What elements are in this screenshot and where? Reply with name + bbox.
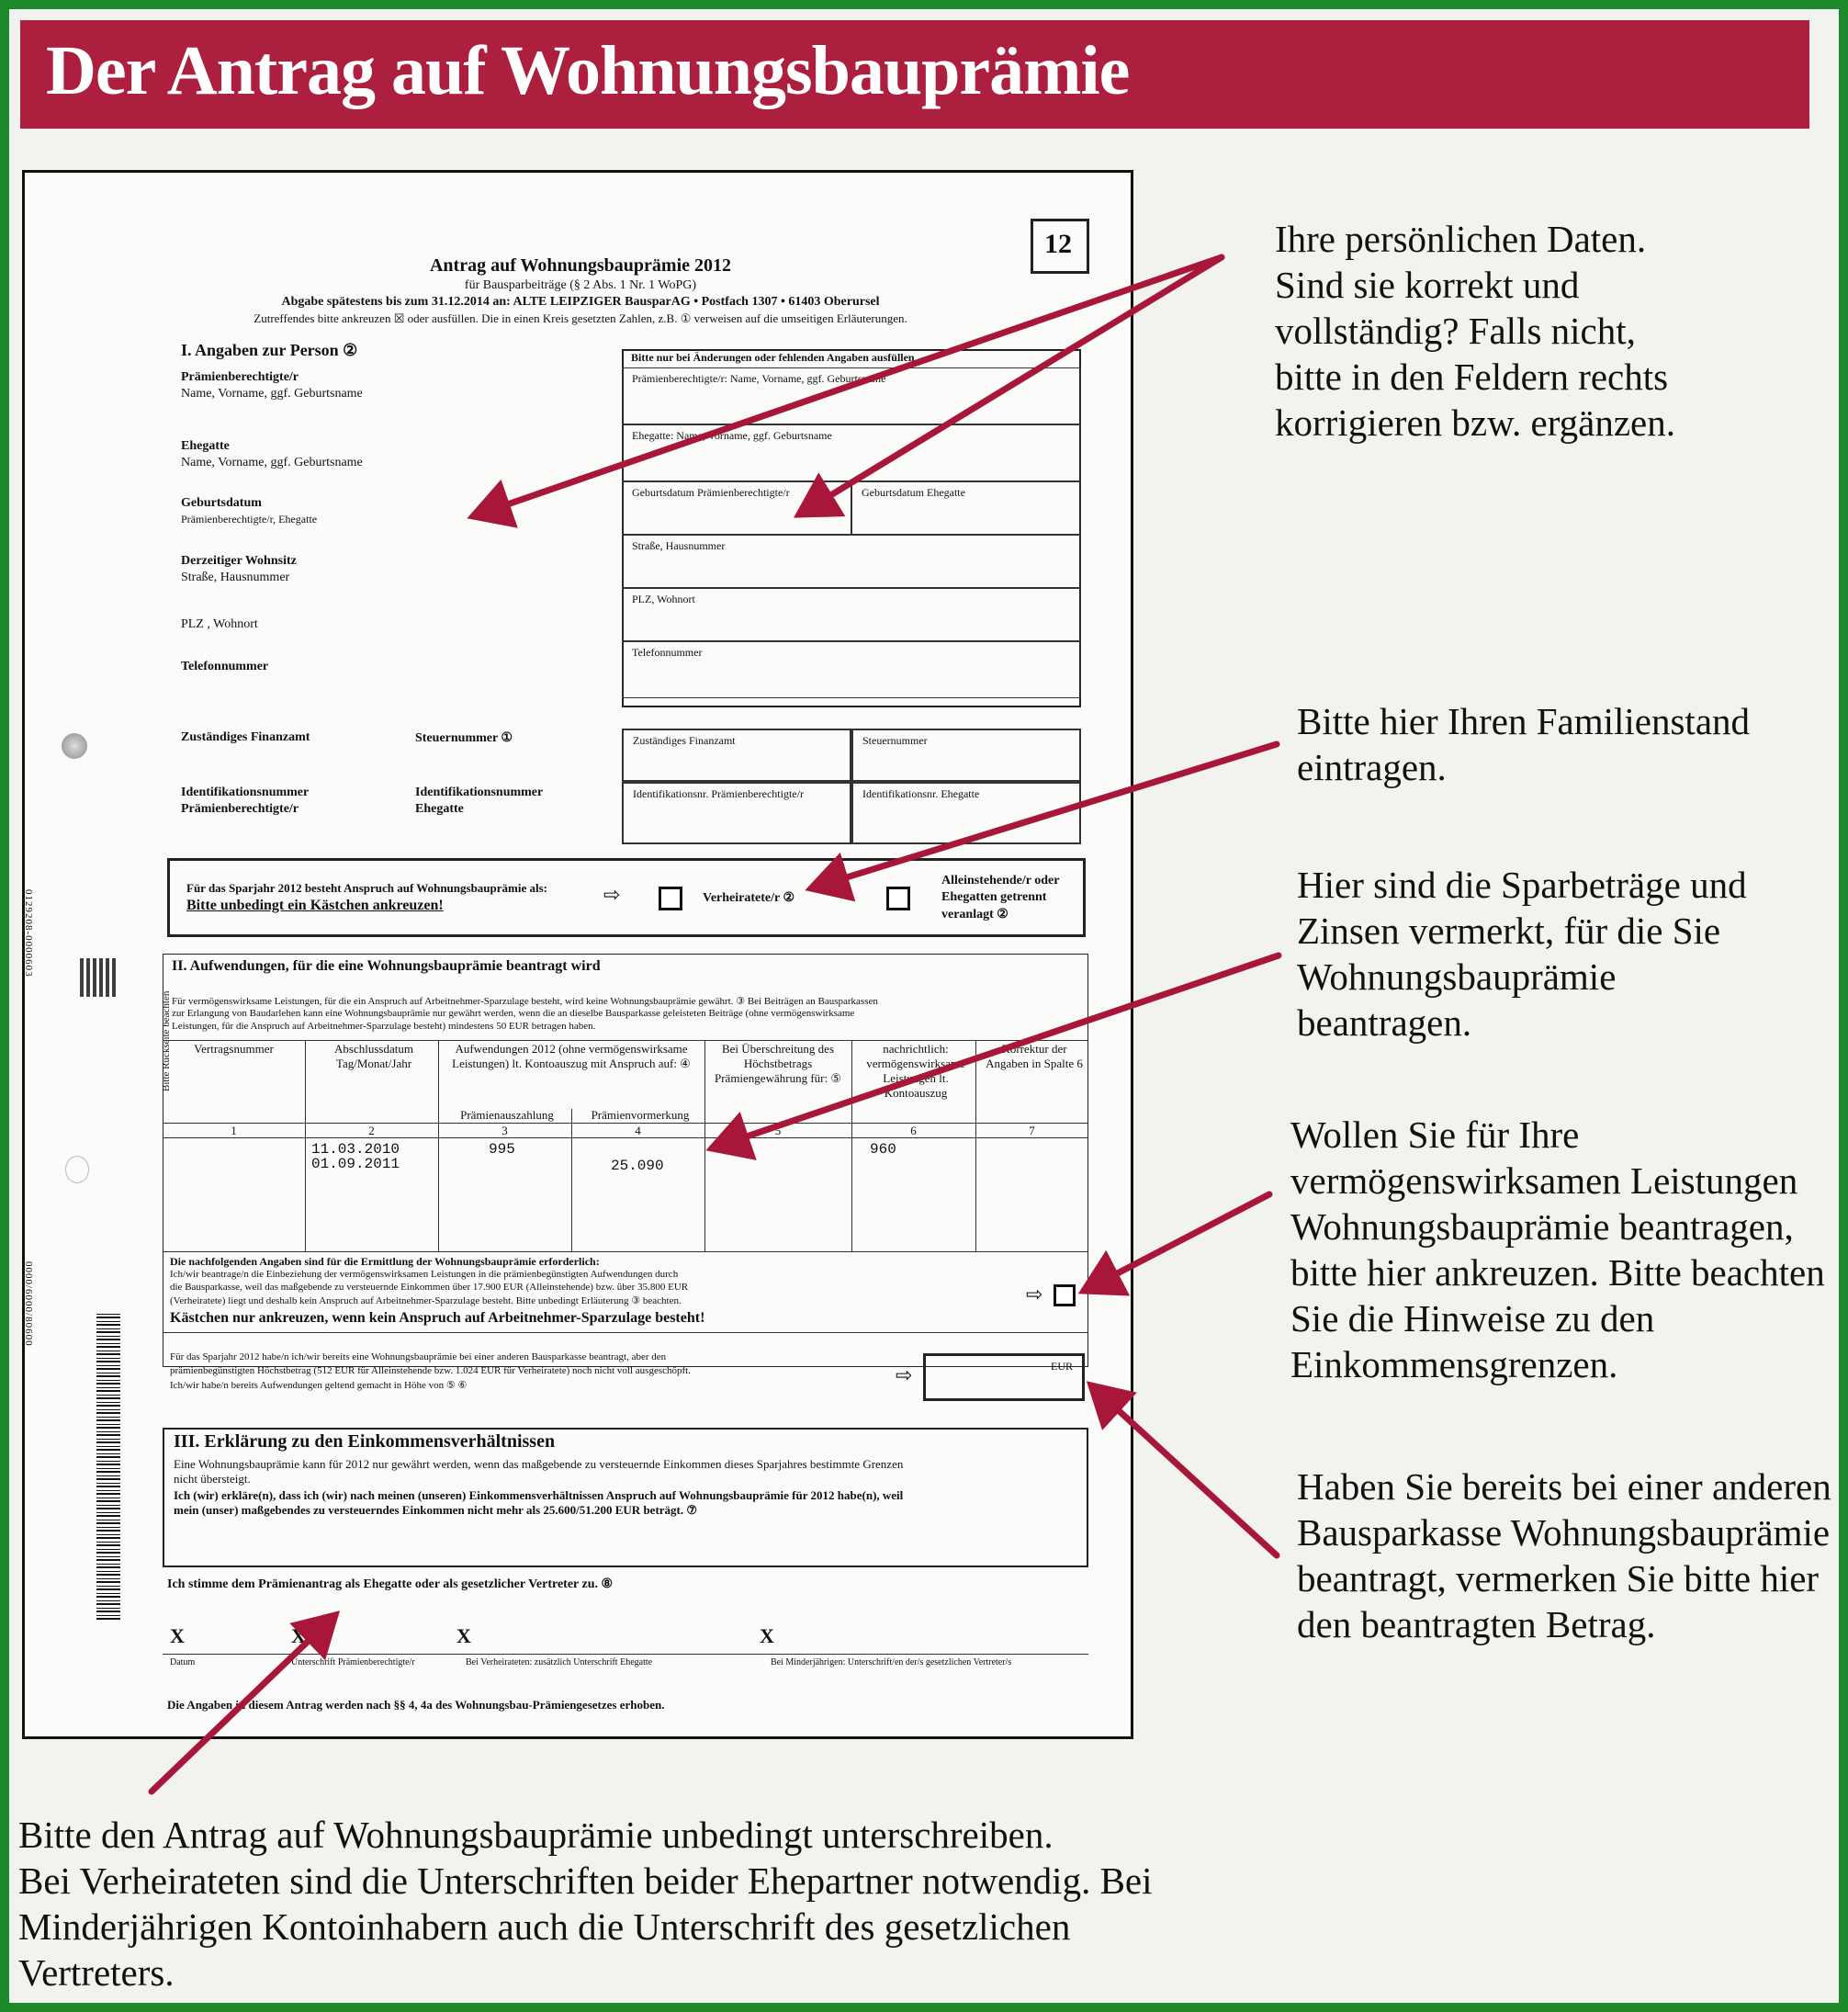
sig-min-label: Bei Minderjährigen: Unterschrift/en der/s gesetzlichen Vertreter/s [771,1657,1012,1667]
other-note-1: Für das Sparjahr 2012 habe/n ich/wir bereits eine Wohnungsbauprämie bei einer anderen Bausparkasse beantragt, aber den [170,1351,667,1362]
label-zip: PLZ , Wohnort [181,617,258,631]
annotation-other-line-1: Haben Sie bereits bei einer anderen [1297,1465,1831,1508]
row-vwl: 960 [870,1141,896,1158]
section2-heading: II. Aufwendungen, für die eine Wohnungsbauprämie beantragt wird [172,958,601,974]
sig-eg-label: Bei Verheirateten: zusätzlich Unterschrift Ehegatte [466,1657,653,1667]
annotation-savings-line-2: Zinsen vermerkt, für die Sie [1297,910,1721,952]
col-number-6: 6 [910,1124,917,1137]
col-number-5: 5 [774,1124,782,1137]
vwl-note-3: die Bausparkasse, weil das maßgebende zu versteuernde Einkommen über 17.900 EUR (Alleinstehende) bzw. über 35.800 EUR [170,1282,689,1293]
vwl-note-1: Die nachfolgenden Angaben sind für die Ermittlung der Wohnungsbauprämie erforderlich: [170,1255,600,1268]
col-number-3: 3 [501,1124,508,1137]
annotation-vwl-line-1: Wollen Sie für Ihre [1290,1113,1580,1156]
eur-label: EUR [1051,1360,1073,1373]
vwl-arrow: ⇨ [1026,1283,1043,1306]
annotation-personal-line-2: Sind sie korrekt und [1275,264,1580,306]
status-arrow-1: ⇨ [603,883,621,906]
field-idnr-pb-label: Identifikationsnr. Prämienberechtigte/r [633,787,804,800]
annotation-family-line-2: eintragen. [1297,746,1447,788]
row-date-2: 01.09.2011 [311,1156,400,1172]
col-header-2: Abschlussdatum Tag/Monat/Jahr [334,1042,413,1070]
other-note-2: prämienbegünstigten Höchstbetrag (512 EUR für Alleinstehende bzw. 1.024 EUR für Verheiratete) noch nicht voll ausgeschöpft. [170,1365,691,1376]
sig-pb-label: Unterschrift Prämienberechtigte/r [291,1657,415,1667]
form-instruction: Zutreffendes bitte ankreuzen ☒ oder ausfüllen. Die in einen Kreis gesetzten Zahlen, z.B. ① verweisen auf die umseitigen Erläuterungen. [254,311,907,325]
section2-note-2: zur Erlangung von Baudarlehen kann eine Wohnungsbauprämie nur gewährt werden, wenn die an dieselbe Bausparkasse geleisteten Beiträge (ohne vermögenswirksame [172,1008,855,1019]
col-number-7: 7 [1029,1124,1035,1137]
field-birthdate-pb-label: Geburtsdatum Prämienberechtigte/r [632,486,790,499]
arrow-family [811,744,1277,888]
row-praemienauszahlung: 995 [489,1141,515,1158]
annotation-other-line-3: beantragt, vermerken Sie bitte hier [1297,1557,1820,1599]
vwl-note-2: Ich/wir beantrage/n die Einbeziehung der vermögenswirksamen Leistungen in die prämienbegünstigten Aufwendungen durch [170,1269,679,1280]
annotation-signature-line-1: Bitte den Antrag auf Wohnungsbauprämie unbedingt unterschreiben. [18,1814,1054,1856]
col-header-3: Prämienauszahlung [460,1108,554,1122]
annotation-vwl-line-2: vermögenswirksamen Leistungen [1290,1159,1798,1202]
row-date-1: 11.03.2010 [311,1141,400,1158]
field-idnr-eg-label: Identifikationsnr. Ehegatte [862,787,980,800]
sig-mark-eg: X [456,1624,471,1647]
col-header-6: nachrichtlich: vermögenswirksame Leistungen lt. Kontoauszug [866,1042,965,1100]
vwl-note-5: Kästchen nur ankreuzen, wenn kein Anspruch auf Arbeitnehmer-Sparzulage besteht! [170,1310,705,1326]
status-alleinstehend-2: Ehegatten getrennt [941,890,1047,904]
label-pb: Prämienberechtigte/r [181,370,299,384]
label-idnr-eg-sub: Ehegatte [415,802,464,816]
annotation-signature-line-2: Bei Verheirateten sind die Unterschriften beider Ehepartner notwendig. Bei [18,1859,1153,1902]
col-header-34: Aufwendungen 2012 (ohne vermögenswirksame Leistungen) lt. Kontoauszug mit Anspruch auf: ④ [452,1042,691,1070]
annotation-savings-line-4: beantragen. [1297,1001,1472,1044]
arrow-vwl [1084,1194,1269,1291]
annotation-other-line-4: den beantragten Betrag. [1297,1603,1656,1645]
label-tax-number: Steuernummer ① [415,731,513,745]
section3-p1-1: Eine Wohnungsbauprämie kann für 2012 nur gewährt werden, wenn das maßgebende zu versteuernde Einkommen dieses Sparjahres bestimmte Grenzen [174,1457,904,1471]
page-title: Der Antrag auf Wohnungsbauprämie [46,32,1130,109]
annotation-vwl-line-5: Sie die Hinweise zu den [1290,1297,1655,1339]
annotation-vwl-line-6: Einkommensgrenzen. [1290,1343,1618,1385]
side-code-bottom: 0000/6000/80600 [23,1261,34,1347]
label-idnr-eg: Identifikationsnummer [415,786,544,799]
annotation-vwl-line-3: Wohnungsbauprämie beantragen, [1290,1205,1794,1248]
annotation-family-line-1: Bitte hier Ihren Familienstand [1297,700,1751,742]
form-subtitle: für Bausparbeiträge (§ 2 Abs. 1 Nr. 1 WoPG) [464,278,697,292]
status-line1: Für das Sparjahr 2012 besteht Anspruch auf Wohnungsbauprämie als: [186,881,547,895]
status-alleinstehend-3: veranlagt ② [941,908,1009,921]
field-street-label: Straße, Hausnummer [632,539,726,552]
annotation-vwl-line-4: bitte hier ankreuzen. Bitte beachten [1290,1251,1825,1294]
annotation-personal-line-4: bitte in den Feldern rechts [1275,356,1669,398]
consent-text: Ich stimme dem Prämienantrag als Ehegatte oder als gesetzlicher Vertreter zu. ⑧ [167,1577,614,1591]
other-note-3: Ich/wir habe/n bereits Aufwendungen geltend gemacht in Höhe von ⑤ ⑥ [170,1380,468,1391]
sig-mark-datum: X [170,1624,185,1647]
status-alleinstehend-1: Alleinstehende/r oder [941,874,1060,887]
annotation-savings-line-3: Wohnungsbauprämie [1297,955,1617,998]
label-phone: Telefonnummer [181,660,269,673]
annotation-personal-line-5: korrigieren bzw. ergänzen. [1275,401,1675,444]
label-birthdate: Geburtsdatum [181,496,262,510]
sig-mark-min: X [760,1624,774,1647]
field-tax-office-label: Zuständiges Finanzamt [633,734,736,747]
sig-mark-pb: X [291,1624,306,1647]
annotation-other-line-2: Bausparkasse Wohnungsbauprämie [1297,1511,1831,1554]
page [9,9,1839,2003]
label-idnr-pb: Identifikationsnummer [181,786,310,799]
field-tax-number-label: Steuernummer [862,734,928,747]
section3-heading: III. Erklärung zu den Einkommensverhältnissen [174,1431,556,1452]
col-number-2: 2 [368,1124,375,1137]
arrow-other [1091,1385,1277,1555]
label-birthdate-sub: Prämienberechtigte/r, Ehegatte [181,513,318,526]
field-phone-label: Telefonnummer [632,646,703,659]
annotation-personal-line-1: Ihre persönlichen Daten. [1275,218,1647,260]
status-arrow-2: ⇨ [829,881,847,904]
label-residence: Derzeitiger Wohnsitz [181,554,297,568]
label-eg-sub: Name, Vorname, ggf. Geburtsname [181,456,363,469]
col-number-4: 4 [635,1124,641,1137]
legal-note: Die Angaben in diesem Antrag werden nach §§ 4, 4a des Wohnungsbau-Prämiengesetzes erhoben. [167,1698,665,1712]
section3-p1-2: nicht übersteigt. [174,1472,251,1486]
section3-p2-2: mein (unser) maßgebendes zu versteuerndes Einkommen nicht mehr als 25.600/51.200 EUR beträgt. ⑦ [174,1503,698,1517]
label-residence-sub: Straße, Hausnummer [181,571,290,584]
annotation-signature-line-3: Minderjährigen Kontoinhabern auch die Unterschrift des gesetzlichen [18,1905,1071,1948]
arrow-signature [152,1615,335,1792]
sig-datum-label: Datum [170,1657,196,1667]
col-header-5: Bei Überschreitung des Höchstbetrags Prämiengewährung für: ⑤ [714,1042,841,1085]
form-deadline: Abgabe spätestens bis zum 31.12.2014 an: ALTE LEIPZIGER BausparAG • Postfach 1307 • 61403 Oberursel [281,295,880,309]
changes-header: Bitte nur bei Änderungen oder fehlenden Angaben ausfüllen [631,351,915,364]
label-pb-sub: Name, Vorname, ggf. Geburtsname [181,387,363,401]
annotation-savings-line-1: Hier sind die Sparbeträge und [1297,864,1747,906]
arrow-savings [712,955,1279,1148]
field-pb-label: Prämienberechtigte/r: Name, Vorname, ggf. Geburtsname [632,372,886,385]
annotation-signature-line-4: Vertreters. [18,1951,175,1994]
section3-p2-1: Ich (wir) erkläre(n), dass ich (wir) nach meinen (unseren) Einkommensverhältnissen Anspruch auf Wohnungsbauprämie für 2012 habe(n), weil [174,1488,904,1502]
field-birthdate-eg-label: Geburtsdatum Ehegatte [862,486,965,499]
form-title: Antrag auf Wohnungsbauprämie 2012 [429,255,732,276]
page-number: 12 [1044,229,1072,259]
status-verheiratet: Verheiratete/r ② [703,891,795,905]
section2-note-3: Leistungen, für die Anspruch auf Arbeitnehmer-Sparzulage besteht) mindestens 50 EUR betragen haben. [172,1021,596,1032]
row-praemienvormerkung: 25.090 [611,1158,664,1174]
section2-note-1: Für vermögenswirksame Leistungen, für die ein Anspruch auf Arbeitnehmer-Sparzulage besteht, wird keine Wohnungsbauprämie gewährt. ③ Bei Beiträgen an Bausparkassen [172,996,878,1007]
label-tax-office: Zuständiges Finanzamt [181,730,310,744]
arrow-personal-right [799,257,1222,514]
label-idnr-pb-sub: Prämienberechtigte/r [181,802,299,816]
col-number-1: 1 [231,1124,237,1137]
label-eg: Ehegatte [181,439,230,453]
field-eg-label: Ehegatte: Name, Vorname, ggf. Geburtsname [632,429,832,442]
col-header-1: Vertragsnummer [194,1042,274,1056]
vwl-note-4: (Verheiratete) liegt und deshalb kein Anspruch auf Arbeitnehmer-Sparzulage besteht. Bitte unbedingt Erläuterung ③ beachten. [170,1295,682,1306]
side-note-back: Bitte Rückseite beachten [161,990,172,1091]
col-header-7: Korrektur der Angaben in Spalte 6 [986,1042,1083,1070]
col-header-4: Prämienvormerkung [591,1108,690,1122]
field-zip-label: PLZ, Wohnort [632,593,695,605]
section1-heading: I. Angaben zur Person ② [181,341,358,359]
annotation-personal-line-3: vollständig? Falls nicht, [1275,310,1636,352]
side-code-top: 0129208-0000603 [23,889,34,978]
status-line2: Bitte unbedingt ein Kästchen ankreuzen! [186,898,444,913]
annotation-arrows [9,9,1839,2003]
other-arrow: ⇨ [896,1363,913,1386]
arrow-personal-left [473,257,1222,516]
